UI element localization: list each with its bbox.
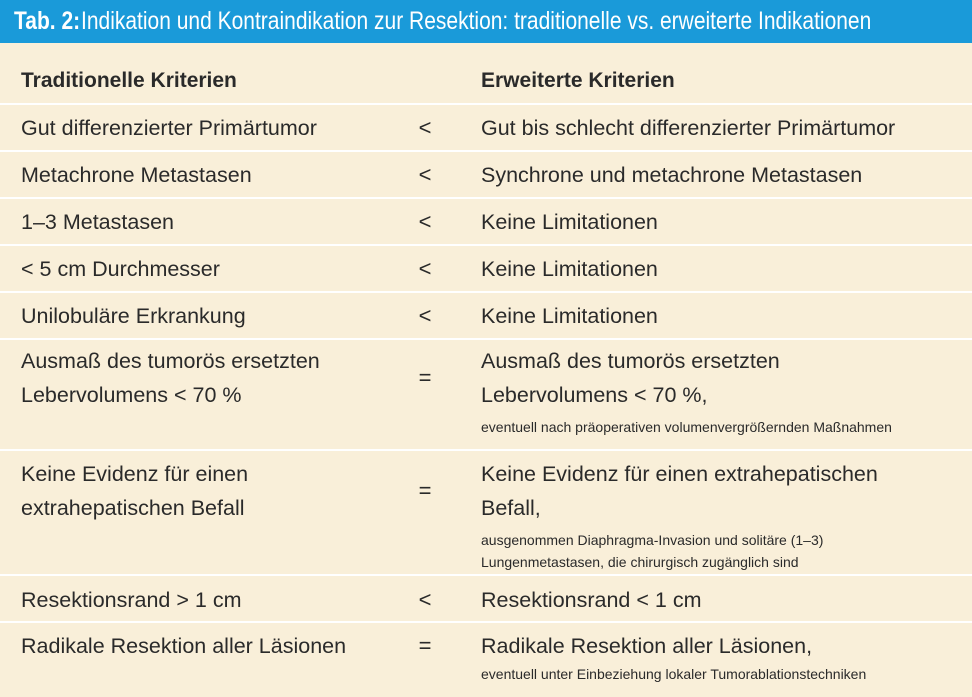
table-title: Indikation und Kontraindikation zur Resektion: traditionelle vs. erweiterte Indikationen <box>80 7 872 35</box>
table-row <box>0 451 972 576</box>
extended-cell: Keine Limitationen <box>481 210 658 234</box>
traditional-line: Ausmaß des tumorös ersetzten <box>21 349 320 373</box>
extended-cell: Resektionsrand < 1 cm <box>481 588 702 612</box>
traditional-cell: Gut differenzierter Primärtumor <box>21 116 317 140</box>
header-extended: Erweiterte Kriterien <box>481 69 675 92</box>
criteria-table <box>0 43 972 695</box>
comparison-symbol: < <box>418 303 432 328</box>
traditional-cell <box>0 457 390 574</box>
table-row <box>0 105 972 152</box>
extended-note: eventuell unter Einbeziehung lokaler Tumorablationstechniken <box>481 666 867 682</box>
extended-note: ausgenommen Diaphragma-Invasion und solitäre (1–3) <box>481 532 824 548</box>
traditional-cell: 1–3 Metastasen <box>21 210 174 234</box>
table-number: Tab. 2: <box>14 7 81 35</box>
comparison-symbol: = <box>418 633 432 658</box>
traditional-cell: < 5 cm Durchmesser <box>21 257 220 281</box>
table-row <box>0 576 972 623</box>
comparison-symbol: < <box>418 587 432 612</box>
comparison-symbol: = <box>418 365 432 390</box>
header-traditional: Traditionelle Kriterien <box>21 69 237 92</box>
traditional-line: Lebervolumens < 70 % <box>21 383 242 407</box>
comparison-symbol: = <box>418 478 432 503</box>
traditional-cell: Resektionsrand > 1 cm <box>21 588 242 612</box>
extended-line: Befall, <box>481 496 541 520</box>
comparison-symbol: < <box>418 115 432 140</box>
traditional-cell <box>0 344 390 449</box>
extended-cell: Keine Limitationen <box>481 304 658 328</box>
table-row <box>0 623 972 695</box>
traditional-line: extrahepatischen Befall <box>21 496 245 520</box>
table-row <box>0 293 972 340</box>
comparison-symbol: < <box>418 162 432 187</box>
extended-cell <box>460 629 972 695</box>
extended-cell: Synchrone und metachrone Metastasen <box>481 163 863 187</box>
extended-line: Ausmaß des tumorös ersetzten <box>481 349 780 373</box>
extended-cell <box>460 457 972 574</box>
extended-note: eventuell nach präoperativen volumenvergrößernden Maßnahmen <box>481 419 892 435</box>
traditional-line: Keine Evidenz für einen <box>21 462 249 486</box>
table-title-bar <box>0 0 972 43</box>
extended-cell: Keine Limitationen <box>481 257 658 281</box>
extended-line: Keine Evidenz für einen extrahepatischen <box>481 462 878 486</box>
comparison-symbol: < <box>418 256 432 281</box>
table-header-row <box>0 43 972 105</box>
table-row <box>0 199 972 246</box>
extended-line: Lebervolumens < 70 %, <box>481 383 708 407</box>
table-row <box>0 152 972 199</box>
traditional-cell: Unilobuläre Erkrankung <box>21 304 246 328</box>
extended-line: Radikale Resektion aller Läsionen, <box>481 634 813 658</box>
extended-note: Lungenmetastasen, die chirurgisch zugänglich sind <box>481 554 799 570</box>
extended-cell <box>460 344 972 449</box>
comparison-symbol: < <box>418 209 432 234</box>
table-row <box>0 246 972 293</box>
traditional-cell: Metachrone Metastasen <box>21 163 252 187</box>
table-row <box>0 340 972 451</box>
extended-cell: Gut bis schlecht differenzierter Primärtumor <box>481 116 896 140</box>
traditional-cell: Radikale Resektion aller Läsionen <box>21 634 347 658</box>
